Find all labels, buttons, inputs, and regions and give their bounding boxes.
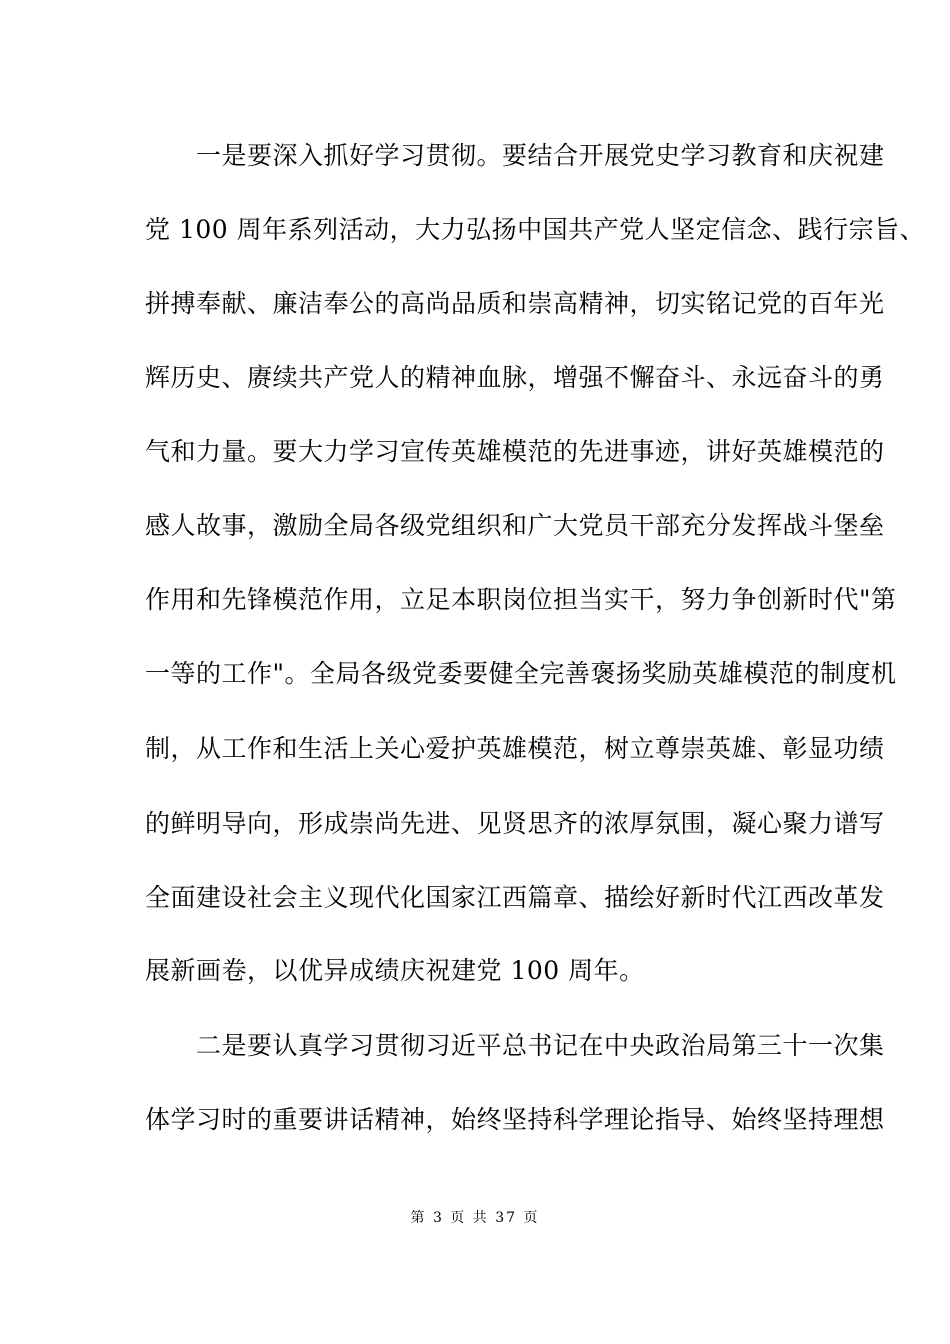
text-line: 的鲜明导向，形成崇尚先进、见贤思齐的浓厚氛围，凝心聚力谱写 — [145, 809, 885, 838]
text-line: 气和力量。要大力学习宣传英雄模范的先进事迹，讲好英雄模范的 — [145, 437, 885, 466]
text-line: 辉历史、赓续共产党人的精神血脉，增强不懈奋斗、永远奋斗的勇 — [145, 363, 885, 392]
text-line: 全面建设社会主义现代化国家江西篇章、描绘好新时代江西改革发 — [145, 883, 885, 912]
text-line: 一等的工作"。全局各级党委要健全完善褒扬奖励英雄模范的制度机 — [145, 659, 897, 688]
text-line: 展新画卷，以优异成绩庆祝建党 100 周年。 — [145, 956, 645, 985]
text-line: 体学习时的重要讲话精神，始终坚持科学理论指导、始终坚持理想 — [145, 1105, 885, 1134]
text-line: 一是要深入抓好学习贯彻。要结合开展党史学习教育和庆祝建 — [145, 141, 885, 170]
text-line: 感人故事，激励全局各级党组织和广大党员干部充分发挥战斗堡垒 — [145, 511, 885, 540]
text-line: 拼搏奉献、廉洁奉公的高尚品质和崇高精神，切实铭记党的百年光 — [145, 289, 885, 318]
text-line: 党 100 周年系列活动，大力弘扬中国共产党人坚定信念、践行宗旨、 — [145, 215, 926, 244]
text-line: 二是要认真学习贯彻习近平总书记在中央政治局第三十一次集 — [145, 1031, 885, 1060]
page-number-footer: 第 3 页 共 37 页 — [410, 1210, 540, 1226]
text-line: 制，从工作和生活上关心爱护英雄模范，树立尊崇英雄、彰显功绩 — [145, 734, 885, 763]
text-line: 作用和先锋模范作用，立足本职岗位担当实干，努力争创新时代"第 — [145, 585, 897, 614]
